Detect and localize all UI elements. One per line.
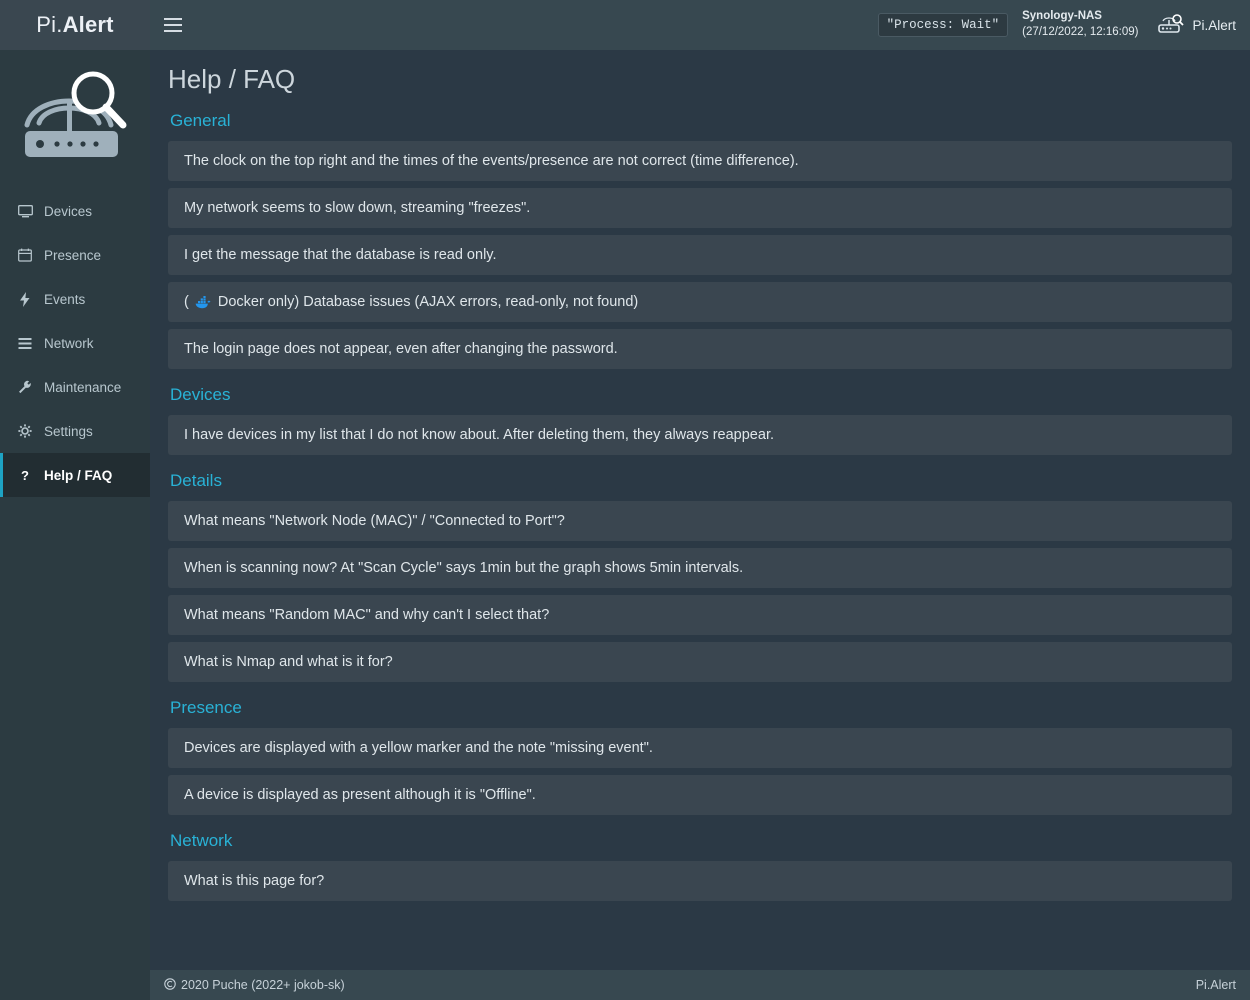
sidebar-item-label: Events [44,291,86,307]
host-name: Synology-NAS [1022,10,1102,23]
sidebar-item-label: Help / FAQ [44,467,113,483]
sidebar [0,50,150,1000]
question-icon [17,468,33,482]
sidebar-item-network[interactable] [0,321,150,365]
sidebar-item-label: Settings [44,423,93,439]
faq-item[interactable] [168,501,1232,541]
sidebar-item-devices[interactable] [0,189,150,233]
faq-item[interactable] [168,548,1232,588]
sidebar-item-label: Presence [44,247,102,263]
footer-copyright-text: 2020 Puche (2022+ jokob-sk) [181,978,345,992]
faq-item-text: I have devices in my list that I do not know about. After deleting them, they always reappear. [184,427,774,443]
sidebar-item-settings[interactable] [0,409,150,453]
sidebar-item-label: Devices [44,203,93,219]
faq-item-text: What is Nmap and what is it for? [184,654,393,670]
host-time: (27/12/2022, 12:16:09) [1022,26,1139,38]
sidebar-item-label: Network [44,335,94,351]
faq-item[interactable] [168,235,1232,275]
topbar-right-group [196,0,1250,50]
faq-item-text: My network seems to slow down, streaming "freezes". [184,200,531,216]
faq-item-prefix: ( [184,294,189,310]
faq-item[interactable] [168,775,1232,815]
faq-item[interactable] [168,642,1232,682]
faq-item[interactable] [168,329,1232,369]
docker-icon [195,296,212,309]
faq-item-text: A device is displayed as present although it is "Offline". [184,787,536,803]
wrench-icon [17,380,33,394]
sidebar-item-label: Maintenance [44,379,122,395]
user-menu[interactable] [1152,14,1236,37]
faq-item-text: Devices are displayed with a yellow marker and the note "missing event". [184,740,653,756]
sidebar-nav [0,189,150,497]
user-label: Pi.Alert [1192,17,1236,33]
section-title-details: Details [170,471,222,490]
status-badge: "Process: Wait" [878,13,1009,37]
faq-item[interactable] [168,141,1232,181]
footer-brand: Pi.Alert [1195,978,1236,992]
host-info [1022,9,1138,40]
faq-item-text: What means "Network Node (MAC)" / "Connected to Port"? [184,513,565,529]
page-title: Help / FAQ [168,64,296,94]
sidebar-footer-filler [0,970,150,1000]
faq-item[interactable] [168,188,1232,228]
faq-item-text: The login page does not appear, even after changing the password. [184,341,618,357]
bolt-icon [17,292,33,307]
faq-item[interactable] [168,282,1232,322]
router-scan-icon [1158,14,1184,37]
faq-item-text: I get the message that the database is read only. [184,247,497,263]
logo-text-thin: Pi. [36,12,63,37]
app-logo[interactable] [0,0,150,50]
section-title-devices: Devices [170,385,231,404]
sidebar-item-presence[interactable] [0,233,150,277]
sidebar-item-help-faq[interactable] [0,453,150,497]
section-title-general: General [170,111,231,130]
hamburger-icon[interactable] [150,0,196,50]
sidebar-item-maintenance[interactable] [0,365,150,409]
sidebar-item-events[interactable] [0,277,150,321]
sidebar-logo-icon [0,50,150,185]
faq-item[interactable] [168,861,1232,901]
main-content [150,50,1250,970]
network-icon [17,337,33,350]
faq-item-text: What means "Random MAC" and why can't I select that? [184,607,550,623]
faq-item[interactable] [168,728,1232,768]
faq-item-text: Docker only) Database issues (AJAX errors, read-only, not found) [217,294,639,310]
svg-text:?: ? [21,468,29,482]
footer-copyright [164,978,345,993]
footer [150,970,1250,1000]
section-title-network: Network [170,831,233,850]
gear-icon [17,424,33,438]
faq-item-text: When is scanning now? At "Scan Cycle" says 1min but the graph shows 5min intervals. [184,560,744,576]
faq-item-text: The clock on the top right and the times of the events/presence are not correct (time difference). [184,153,799,169]
faq-item[interactable] [168,595,1232,635]
logo-text-bold: Alert [62,12,114,37]
section-title-presence: Presence [170,698,242,717]
faq-item[interactable] [168,415,1232,455]
copyleft-icon [164,978,176,993]
monitor-icon [17,205,33,218]
faq-item-text: What is this page for? [184,873,325,889]
calendar-icon [17,248,33,262]
top-navbar [0,0,1250,50]
